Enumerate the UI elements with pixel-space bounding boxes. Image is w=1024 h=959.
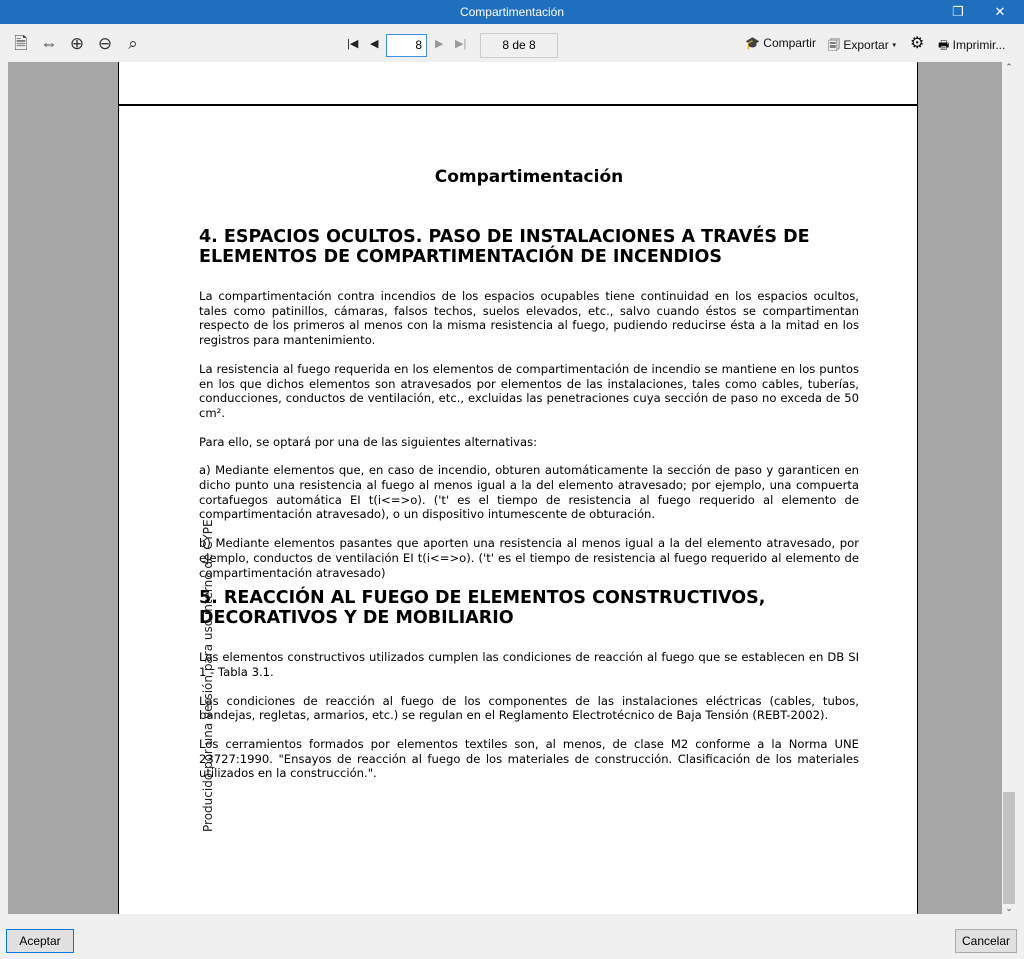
print-icon: 🖶 <box>938 38 950 52</box>
paragraph: Para ello, se optará por una de las siguientes alternativas: <box>199 434 538 449</box>
zoom-area-icon[interactable]: ⌕ <box>128 34 138 53</box>
cancel-button[interactable]: Cancelar <box>955 929 1017 953</box>
paragraph: Las condiciones de reacción al fuego de los componentes de las instalaciones eléctricas (cables, tubos, bandejas, regletas, armarios, etc.) se regulan en el Reglamento Electrotécnico de Baja Tensión (REBT-2002). <box>199 693 859 723</box>
header-rule <box>119 104 917 106</box>
toolbar <box>0 24 1024 62</box>
window-title: Compartimentación <box>459 5 565 19</box>
section-4-heading: 4. ESPACIOS OCULTOS. PASO DE INSTALACIONES A TRAVÉS DE ELEMENTOS DE COMPARTIMENTACIÓN DE INCENDIOS <box>199 227 810 267</box>
document-viewer <box>8 62 1002 914</box>
zoom-in-icon[interactable]: ⊕ <box>69 34 85 53</box>
share-label: Compartir <box>763 36 816 50</box>
vertical-scrollbar[interactable] <box>1002 62 1016 914</box>
paragraph: a) Mediante elementos que, en caso de incendio, obturen automáticamente la sección de paso y garanticen en dicho punto una resistencia al fuego al menos igual a la del elemento atravesado; por ejemplo, una compuerta cortafuegos automática EI t(i<=>o). ('t' es el tiempo de resistencia al fuego requerido al elemento de compartimentación atravesado), o un dispositivo intumescente de obturación. <box>199 463 859 522</box>
title-bar <box>0 0 1024 24</box>
share-icon: 🎓 <box>745 36 760 50</box>
scroll-thumb[interactable] <box>1003 792 1015 904</box>
zoom-out-icon[interactable]: ⊖ <box>97 34 113 53</box>
print-button[interactable] <box>938 36 1005 57</box>
paragraph: Los cerramientos formados por elementos textiles son, al menos, de clase M2 conforme a la Norma UNE 23727:1990. "Ensayos de reacción al fuego de los materiales de construcción. Clasificación de los materiales utilizados en la construcción.". <box>199 737 859 781</box>
close-icon[interactable]: ✕ <box>994 4 1006 19</box>
document-page <box>118 62 918 914</box>
paragraph: La compartimentación contra incendios de los espacios ocupables tiene continuidad en los espacios ocultos, tales como patinillos, cámaras, falsos techos, suelos elevados, etc., salvo cuando éstos se compartimentan respecto de los primeros al menos con la misma resistencia al fuego, pudiendo reducirse ésta a la mitad en los registros para mantenimiento. <box>199 289 859 348</box>
previous-page-icon[interactable]: ◀ <box>370 38 379 50</box>
first-page-icon[interactable]: |◀ <box>347 38 359 50</box>
fit-page-icon[interactable]: 🗎 <box>14 34 28 53</box>
export-button[interactable]: 🗐 Exportar ▾ <box>828 38 897 52</box>
paragraph: b) Mediante elementos pasantes que aporten una resistencia al menos igual a la del elemento atravesado, por ejemplo, conductos de ventilación EI t(i<=>o). ('t' es el tiempo de resistencia al fuego requerido al elemento de compartimentación atravesado) <box>199 536 859 580</box>
watermark: Producido por una versión para uso interno de CYPE <box>201 519 215 832</box>
paragraph: Los elementos constructivos utilizados cumplen las condiciones de reacción al fuego que se establecen en DB SI 1 - Tabla 3.1. <box>199 650 859 679</box>
document-title: Compartimentación <box>434 167 624 187</box>
last-page-icon[interactable]: ▶| <box>455 38 467 50</box>
settings-icon[interactable]: ⚙ <box>910 35 925 52</box>
page-count: 8 de 8 <box>480 33 558 58</box>
section-5-heading: 5. REACCIÓN AL FUEGO DE ELEMENTOS CONSTRUCTIVOS, DECORATIVOS Y DE MOBILIARIO <box>199 588 766 629</box>
export-icon: 🗐 <box>828 38 840 52</box>
share-button[interactable] <box>745 36 816 50</box>
next-page-icon[interactable]: ▶ <box>435 38 444 50</box>
scroll-down-icon[interactable]: ⌄ <box>1005 903 1013 913</box>
paragraph: La resistencia al fuego requerida en los elementos de compartimentación de incendio se mantiene en los puntos en los que dichos elementos son atravesados por elementos de las instalaciones, tales como cables, tuberías, conducciones, conductos de ventilación, etc., excluidas las penetraciones cuya sección de paso no exceda de 50 cm². <box>199 361 859 420</box>
export-label: Exportar <box>843 38 889 52</box>
fit-width-icon[interactable]: ⇔ <box>40 34 58 53</box>
restore-icon[interactable]: ❐ <box>952 4 964 19</box>
accept-button[interactable]: Aceptar <box>6 929 74 953</box>
page-number-input[interactable]: 8 <box>386 34 427 57</box>
scroll-up-icon[interactable]: ⌃ <box>1005 62 1013 72</box>
print-label: Imprimir... <box>952 38 1006 52</box>
